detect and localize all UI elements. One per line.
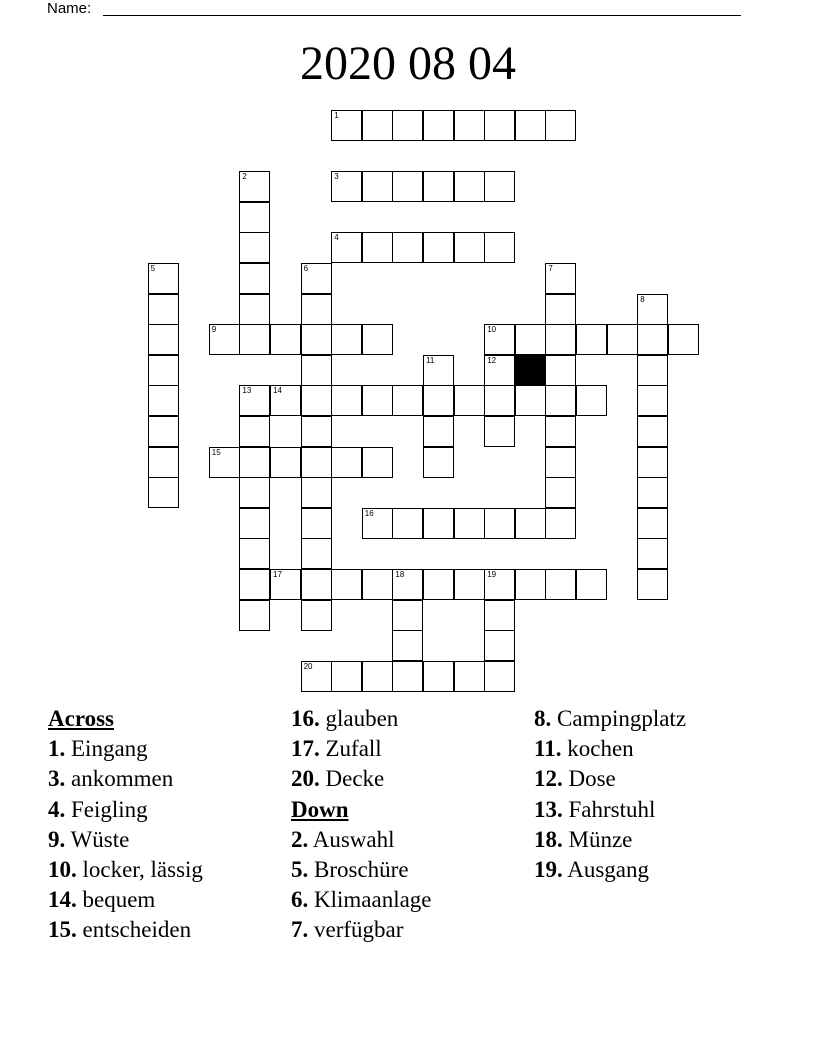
grid-cell[interactable] xyxy=(484,110,515,141)
clue-number: 15 xyxy=(211,447,221,457)
grid-cell[interactable] xyxy=(515,569,546,600)
grid-cell[interactable] xyxy=(301,447,332,478)
grid-cell[interactable] xyxy=(637,416,668,447)
grid-cell[interactable] xyxy=(423,385,454,416)
grid-cell[interactable] xyxy=(545,447,576,478)
clue-column-2 xyxy=(291,704,432,946)
grid-cell[interactable] xyxy=(239,232,270,263)
grid-cell[interactable] xyxy=(545,477,576,508)
grid-cell[interactable] xyxy=(301,416,332,447)
grid-cell[interactable] xyxy=(270,447,301,478)
clue-number: 8 xyxy=(640,294,645,304)
grid-cell[interactable] xyxy=(484,600,515,631)
grid-cell[interactable] xyxy=(484,508,515,539)
clue-number: 6 xyxy=(303,264,309,273)
grid-cell[interactable] xyxy=(484,661,515,692)
grid-cell[interactable] xyxy=(545,263,576,294)
grid-cell[interactable] xyxy=(362,171,393,202)
clue-across-16: 16. glauben xyxy=(291,706,399,731)
grid-cell[interactable] xyxy=(148,263,179,294)
grid-cell[interactable] xyxy=(423,569,454,600)
grid-cell[interactable] xyxy=(484,569,515,600)
grid-cell[interactable] xyxy=(515,385,546,416)
grid-cell[interactable] xyxy=(423,661,454,692)
grid-cell[interactable] xyxy=(484,416,515,447)
grid-cell[interactable] xyxy=(270,324,301,355)
grid-cell[interactable] xyxy=(637,447,668,478)
grid-cell[interactable] xyxy=(148,385,179,416)
grid-cell[interactable] xyxy=(239,477,270,508)
clue-number: 16 xyxy=(364,508,374,518)
grid-cell[interactable] xyxy=(301,508,332,539)
grid-cell[interactable] xyxy=(209,324,240,355)
clue-number: 9 xyxy=(211,325,217,335)
grid-cell[interactable] xyxy=(239,324,270,355)
clue-number: 19 xyxy=(487,570,497,579)
grid-cell[interactable] xyxy=(239,171,270,202)
grid-cell[interactable] xyxy=(423,171,454,202)
grid-cell[interactable] xyxy=(301,538,332,569)
grid-cell[interactable] xyxy=(607,324,638,355)
grid-cell[interactable] xyxy=(331,447,362,478)
grid-cell[interactable] xyxy=(515,110,546,141)
across-heading: Across xyxy=(48,706,115,731)
clue-down-5: 5. Broschüre xyxy=(291,857,409,883)
grid-cell[interactable] xyxy=(301,355,332,386)
grid-cell[interactable] xyxy=(148,355,179,386)
grid-cell[interactable] xyxy=(331,385,362,416)
grid-cell[interactable] xyxy=(454,508,485,539)
grid-cell[interactable] xyxy=(576,569,607,600)
grid-cell[interactable] xyxy=(545,324,576,355)
grid-cell[interactable] xyxy=(545,385,576,416)
grid-cell[interactable] xyxy=(454,232,485,263)
grid-cell[interactable] xyxy=(515,508,546,539)
clue-number: 10 xyxy=(487,325,497,335)
grid-cell[interactable] xyxy=(362,385,393,416)
grid-cell[interactable] xyxy=(148,294,179,325)
black-square xyxy=(515,355,546,386)
grid-cell[interactable] xyxy=(576,324,607,355)
grid-cell[interactable] xyxy=(209,447,240,478)
grid-cell[interactable] xyxy=(423,416,454,447)
clue-down-13: 13. Fahrstuhl xyxy=(534,796,656,822)
grid-cell[interactable] xyxy=(392,569,423,600)
grid-cell[interactable] xyxy=(301,294,332,325)
grid-cell[interactable] xyxy=(668,324,699,355)
clue-down-7: 7. verfügbar xyxy=(291,917,404,943)
clue-across-20: 20. Decke xyxy=(291,766,385,792)
grid-cell[interactable] xyxy=(484,355,515,386)
clue-column-1 xyxy=(48,704,203,946)
grid-cell[interactable] xyxy=(545,355,576,386)
grid-cell[interactable] xyxy=(301,569,332,600)
grid-cell[interactable] xyxy=(148,324,179,355)
clue-down-19: 19. Ausgang xyxy=(534,857,650,883)
clue-number: 3 xyxy=(334,172,339,182)
grid-cell[interactable] xyxy=(301,600,332,631)
grid-cell[interactable] xyxy=(454,569,485,600)
clue-across-17: 17. Zufall xyxy=(291,736,382,762)
grid-cell[interactable] xyxy=(637,569,668,600)
grid-cell[interactable] xyxy=(392,171,423,202)
grid-cell[interactable] xyxy=(239,385,270,416)
grid-cell[interactable] xyxy=(484,630,515,661)
grid-cell[interactable] xyxy=(331,661,362,692)
clue-number: 18 xyxy=(395,570,405,579)
grid-cell[interactable] xyxy=(239,508,270,539)
grid-cell[interactable] xyxy=(301,385,332,416)
grid-cell[interactable] xyxy=(362,110,393,141)
clue-number: 12 xyxy=(487,355,497,365)
grid-cell[interactable] xyxy=(301,324,332,355)
grid-cell[interactable] xyxy=(362,447,393,478)
grid-cell[interactable] xyxy=(423,110,454,141)
grid-cell[interactable] xyxy=(392,385,423,416)
clue-number: 5 xyxy=(150,264,156,273)
grid-cell[interactable] xyxy=(545,508,576,539)
clue-across-9: 9. Wüste xyxy=(48,826,130,852)
clue-number: 20 xyxy=(303,661,313,671)
name-label: Name: xyxy=(47,0,92,17)
grid-cell[interactable] xyxy=(331,324,362,355)
grid-cell[interactable] xyxy=(331,569,362,600)
grid-cell[interactable] xyxy=(270,385,301,416)
clue-down-12: 12. Dose xyxy=(534,766,616,792)
clue-number: 17 xyxy=(273,570,282,579)
clue-number: 13 xyxy=(242,386,252,396)
grid-cell[interactable] xyxy=(423,232,454,263)
grid-cell[interactable] xyxy=(637,508,668,539)
clue-down-8: 8. Campingplatz xyxy=(534,706,687,731)
grid-cell[interactable] xyxy=(484,385,515,416)
grid-cell[interactable] xyxy=(239,538,270,569)
grid-cell[interactable] xyxy=(423,355,454,386)
grid-cell[interactable] xyxy=(331,110,362,141)
grid-cell[interactable] xyxy=(576,385,607,416)
grid-cell[interactable] xyxy=(392,630,423,661)
grid-cell[interactable] xyxy=(301,263,332,294)
grid-cell[interactable] xyxy=(239,600,270,631)
grid-cell[interactable] xyxy=(637,324,668,355)
grid-cell[interactable] xyxy=(392,110,423,141)
clue-number: 7 xyxy=(548,264,553,273)
grid-cell[interactable] xyxy=(637,385,668,416)
grid-cell[interactable] xyxy=(454,171,485,202)
grid-cell[interactable] xyxy=(392,661,423,692)
grid-cell[interactable] xyxy=(239,294,270,325)
grid-cell[interactable] xyxy=(362,569,393,600)
grid-cell[interactable] xyxy=(362,661,393,692)
grid-cell[interactable] xyxy=(392,232,423,263)
clue-down-2: 2. Auswahl xyxy=(291,826,395,852)
clue-down-11: 11. kochen xyxy=(534,736,634,762)
grid-cell[interactable] xyxy=(148,416,179,447)
clue-number: 1 xyxy=(334,111,339,120)
grid-cell[interactable] xyxy=(239,416,270,447)
grid-cell[interactable] xyxy=(484,324,515,355)
clue-across-14: 14. bequem xyxy=(48,887,156,913)
clue-number: 4 xyxy=(334,233,339,243)
grid-cell[interactable] xyxy=(454,385,485,416)
grid-cell[interactable] xyxy=(270,569,301,600)
clue-down-18: 18. Münze xyxy=(534,826,633,852)
grid-cell[interactable] xyxy=(362,324,393,355)
grid-cell[interactable] xyxy=(301,661,332,692)
grid-cell[interactable] xyxy=(637,538,668,569)
grid-cell[interactable] xyxy=(484,171,515,202)
grid-cell[interactable] xyxy=(331,232,362,263)
grid-cell[interactable] xyxy=(637,477,668,508)
grid-cell[interactable] xyxy=(362,508,393,539)
grid-cell[interactable] xyxy=(545,294,576,325)
clue-across-4: 4. Feigling xyxy=(48,796,148,822)
clue-number: 11 xyxy=(426,355,435,365)
grid-cell[interactable] xyxy=(454,110,485,141)
clue-column-3 xyxy=(534,704,686,885)
clue-across-10: 10. locker, lässig xyxy=(48,857,203,883)
grid-cell[interactable] xyxy=(301,477,332,508)
grid-cell[interactable] xyxy=(239,263,270,294)
grid-cell[interactable] xyxy=(454,661,485,692)
grid-cell[interactable] xyxy=(545,416,576,447)
grid-cell[interactable] xyxy=(362,232,393,263)
grid-cell[interactable] xyxy=(423,447,454,478)
grid-cell[interactable] xyxy=(637,355,668,386)
page-title: 2020 08 04 xyxy=(300,37,516,90)
clue-across-15: 15. entscheiden xyxy=(48,917,192,943)
grid-cell[interactable] xyxy=(515,324,546,355)
grid-cell[interactable] xyxy=(484,232,515,263)
clue-number: 14 xyxy=(273,386,282,396)
grid-cell[interactable] xyxy=(392,600,423,631)
grid-cell[interactable] xyxy=(423,508,454,539)
clue-across-3: 3. ankommen xyxy=(48,766,174,792)
grid-cell[interactable] xyxy=(239,447,270,478)
grid-cell[interactable] xyxy=(331,171,362,202)
grid-cell[interactable] xyxy=(392,508,423,539)
grid-cell[interactable] xyxy=(637,294,668,325)
clue-across-1: 1. Eingang xyxy=(48,736,148,762)
grid-cell[interactable] xyxy=(545,569,576,600)
clue-number: 2 xyxy=(242,172,247,182)
grid-cell[interactable] xyxy=(545,110,576,141)
clue-down-6: 6. Klimaanlage xyxy=(291,887,432,913)
grid-cell[interactable] xyxy=(148,447,179,478)
grid-cell[interactable] xyxy=(239,202,270,233)
grid-cell[interactable] xyxy=(148,477,179,508)
down-heading: Down xyxy=(291,796,349,822)
grid-cell[interactable] xyxy=(239,569,270,600)
